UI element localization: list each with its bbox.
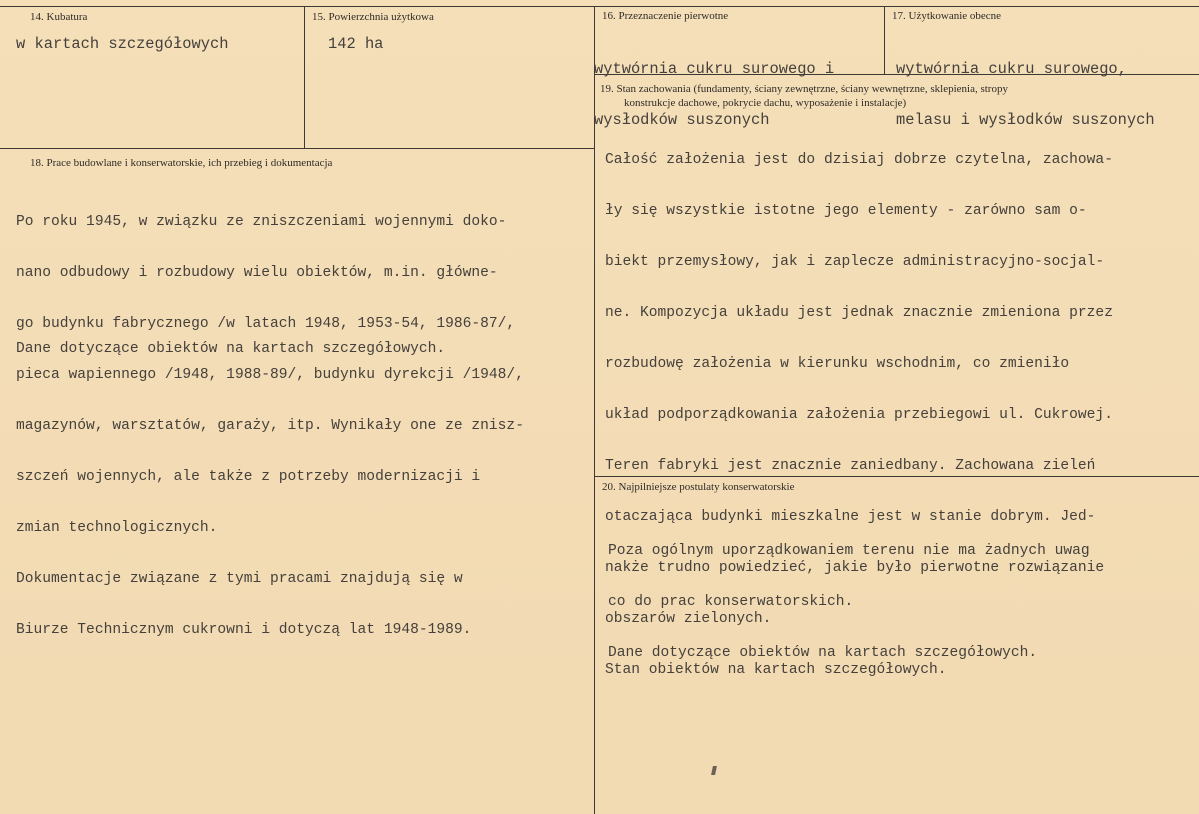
- field-19-line: Całość założenia jest do dzisiaj dobrze czytelna, zachowa-: [605, 152, 1113, 168]
- field-18-line: pieca wapiennego /1948, 1988-89/, budynku dyrekcji /1948/,: [16, 367, 524, 383]
- field-18-value: [16, 180, 524, 673]
- field-19-line: otaczająca budynki mieszkalne jest w stanie dobrym. Jed-: [605, 509, 1096, 525]
- field-20-line: Poza ogólnym uporządkowaniem terenu nie ma żadnych uwag: [608, 543, 1090, 559]
- field-19-line: rozbudowę założenia w kierunku wschodnim, co zmieniło: [605, 356, 1070, 372]
- field-16-line: wysłodków suszonych: [594, 111, 770, 129]
- field-17-line: melasu i wysłodków suszonych: [896, 111, 1155, 129]
- field-18-line: Dokumentacje związane z tymi pracami znajdują się w: [16, 571, 463, 587]
- field-18-note: Dane dotyczące obiektów na kartach szczegółowych.: [16, 341, 446, 357]
- field-19-label: 19. Stan zachowania (fundamenty, ściany zewnętrzne, ściany wewnętrzne, sklepienia, stropy: [600, 83, 1008, 95]
- field-18-line: szczeń wojennych, ale także z potrzeby modernizacji i: [16, 469, 481, 485]
- field-17-line: wytwórnia cukru surowego,: [896, 60, 1127, 78]
- field-18-line: Po roku 1945, w związku ze zniszczeniami wojennymi doko-: [16, 214, 507, 230]
- divider-col-15: [304, 6, 305, 148]
- divider-row1-left: [0, 148, 594, 149]
- field-20-line: co do prac konserwatorskich.: [608, 594, 854, 610]
- field-15-value: 142 ha: [328, 35, 384, 53]
- field-19-line: Stan obiektów na kartach szczegółowych.: [605, 662, 947, 678]
- field-19-line: biekt przemysłowy, jak i zaplecze administracyjno-socjal-: [605, 254, 1105, 270]
- field-19-label-cont: konstrukcje dachowe, pokrycie dachu, wyposażenie i instalacje): [624, 97, 907, 109]
- divider-top: [0, 6, 1199, 7]
- field-20-label: 20. Najpilniejsze postulaty konserwatorskie: [602, 481, 795, 493]
- field-17-label: 17. Użytkowanie obecne: [892, 10, 1002, 22]
- field-18-line: go budynku fabrycznego /w latach 1948, 1953-54, 1986-87/,: [16, 316, 516, 332]
- field-20-line: Dane dotyczące obiektów na kartach szczegółowych.: [608, 645, 1038, 661]
- field-19-line: ły się wszystkie istotne jego elementy - zarówno sam o-: [605, 203, 1087, 219]
- field-15-label: 15. Powierzchnia użytkowa: [312, 11, 434, 23]
- field-18-label: 18. Prace budowlane i konserwatorskie, ich przebieg i dokumentacja: [30, 157, 333, 169]
- divider-col-17: [884, 6, 885, 74]
- field-19-line: ne. Kompozycja układu jest jednak znacznie zmieniona przez: [605, 305, 1113, 321]
- field-18-line: Biurze Technicznym cukrowni i dotyczą lat 1948-1989.: [16, 622, 472, 638]
- field-20-value: [608, 509, 1090, 696]
- field-19-line: nakże trudno powiedzieć, jakie było pierwotne rozwiązanie: [605, 560, 1105, 576]
- field-16-label: 16. Przeznaczenie pierwotne: [602, 10, 729, 22]
- field-19-line: układ podporządkowania założenia przebiegowi ul. Cukrowej.: [605, 407, 1113, 423]
- field-14-label: 14. Kubatura: [30, 11, 88, 23]
- field-19-line: Teren fabryki jest znacznie zaniedbany. Zachowana zieleń: [605, 458, 1096, 474]
- field-18-line: nano odbudowy i rozbudowy wielu obiektów, m.in. główne-: [16, 265, 498, 281]
- field-18-line: magazynów, warsztatów, garaży, itp. Wynikały one ze znisz-: [16, 418, 524, 434]
- field-19-line: obszarów zielonych.: [605, 611, 772, 627]
- field-16-line: wytwórnia cukru surowego i: [594, 60, 835, 78]
- field-14-value: w kartach szczegółowych: [16, 35, 229, 53]
- field-18-line: zmian technologicznych.: [16, 520, 218, 536]
- ink-mark: [711, 766, 717, 775]
